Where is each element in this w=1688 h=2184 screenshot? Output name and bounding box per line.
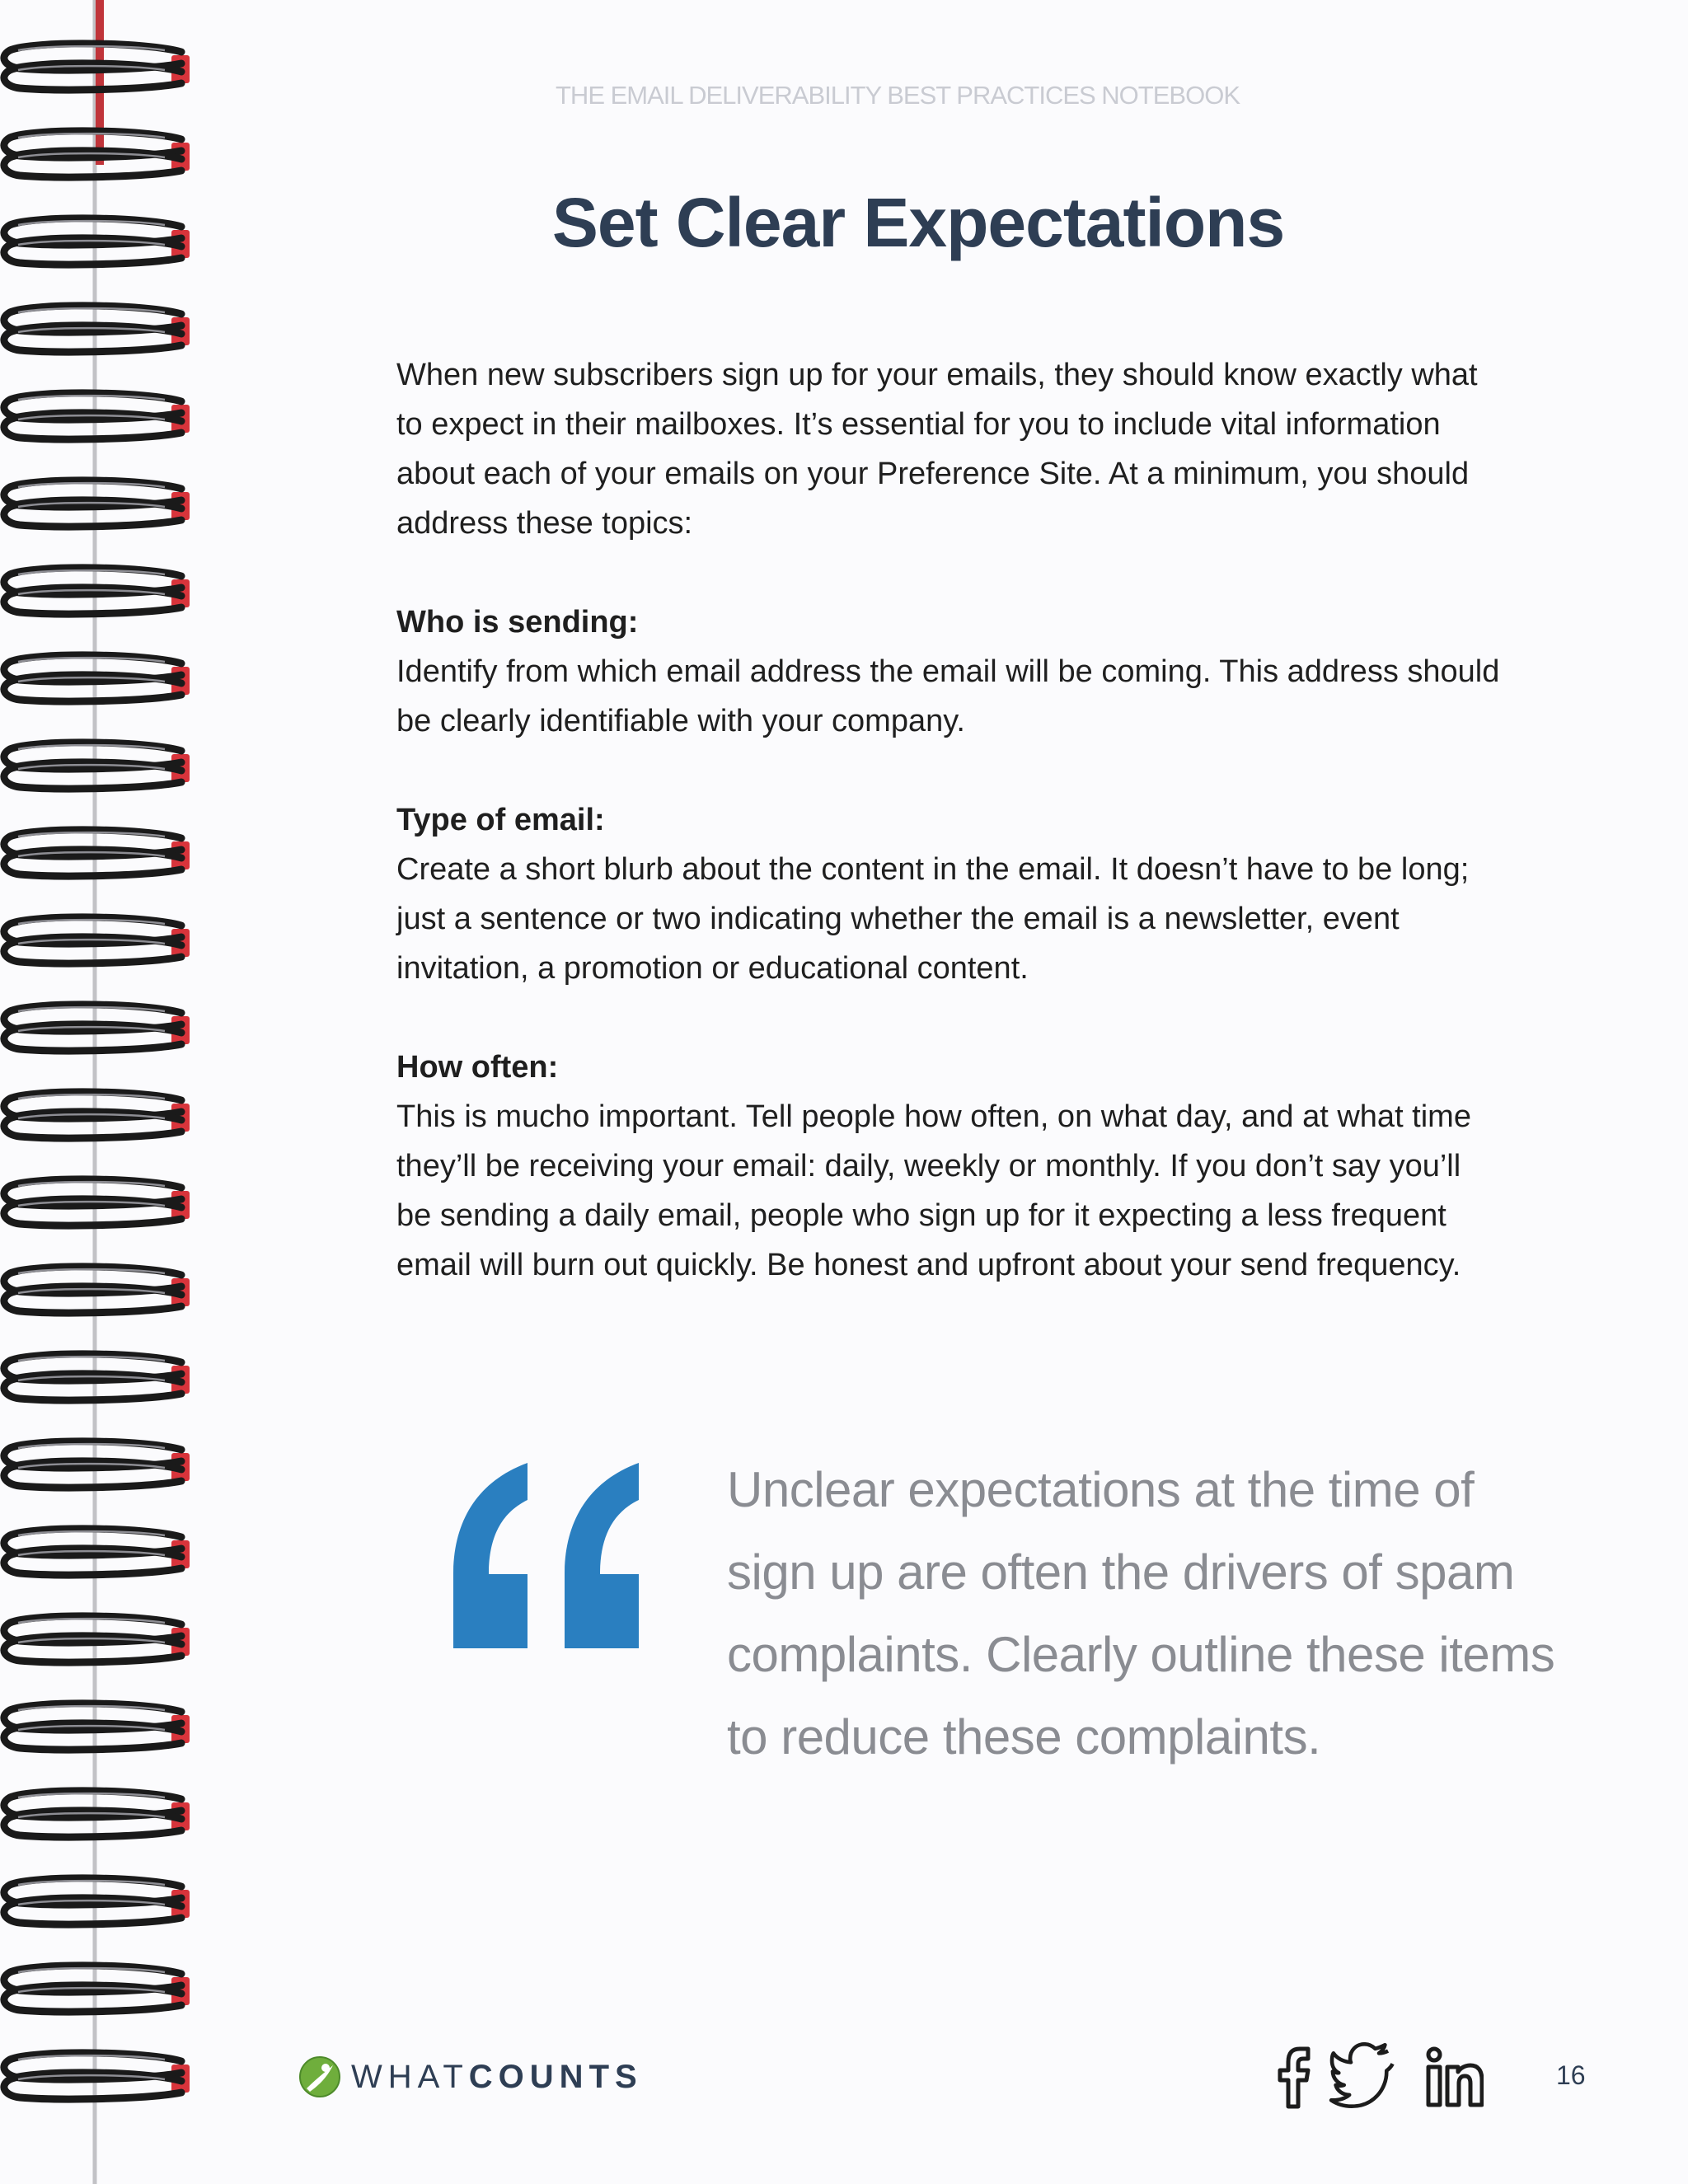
section-heading: How often: [396, 1050, 559, 1085]
section-text: Create a short blurb about the content in the email. It doesn’t have to be long; just a sentence or two indicating whether the email is a newsletter, event invitation, a promotion or educational content. [396, 852, 1470, 986]
page-number: 16 [1556, 2060, 1586, 2090]
intro-paragraph: When new subscribers sign up for your emails, they should know exactly what to expect in their mailboxes. It’s essential for you to include vital information about each of your emails on your Preference Site. At a minimum, you should address these topics: [396, 358, 1478, 541]
running-header: THE EMAIL DELIVERABILITY BEST PRACTICES NOTEBOOK [556, 81, 1240, 110]
section-who-is-sending [396, 598, 1501, 746]
section-heading: Who is sending: [396, 605, 639, 640]
logo-mark-icon [298, 2055, 341, 2098]
section-type-of-email [396, 795, 1501, 993]
spiral-binding [0, 0, 202, 2184]
whatcounts-logo[interactable] [298, 2052, 643, 2102]
logo-wordmark [351, 2059, 643, 2096]
section-text: This is mucho important. Tell people how often, on what day, and at what time they’ll be receiving your email: daily, weekly or monthly. If you don’t say you’ll be sending a daily email, people who sign up for it expecting a less frequent email will burn out quickly. Be honest and upfront about your send frequency. [396, 1099, 1471, 1282]
logo-text-light: WHAT [351, 2058, 469, 2095]
logo-text-bold: COUNTS [468, 2058, 643, 2095]
page-title: Set Clear Expectations [551, 184, 1285, 261]
facebook-icon[interactable] [1273, 2042, 1315, 2110]
quote-mark-icon [449, 1463, 647, 1648]
twitter-icon[interactable] [1329, 2042, 1396, 2110]
section-how-often [396, 1043, 1501, 1290]
body-content [396, 350, 1501, 1339]
pull-quote: Unclear expectations at the time of sign up are often the drivers of spam complaints. Clearly outline these items to reduce these complaints. [727, 1462, 1555, 1765]
linkedin-icon[interactable] [1424, 2042, 1484, 2110]
section-heading: Type of email: [396, 803, 605, 837]
section-text: Identify from which email address the email will be coming. This address should be clearly identifiable with your company. [396, 654, 1500, 738]
